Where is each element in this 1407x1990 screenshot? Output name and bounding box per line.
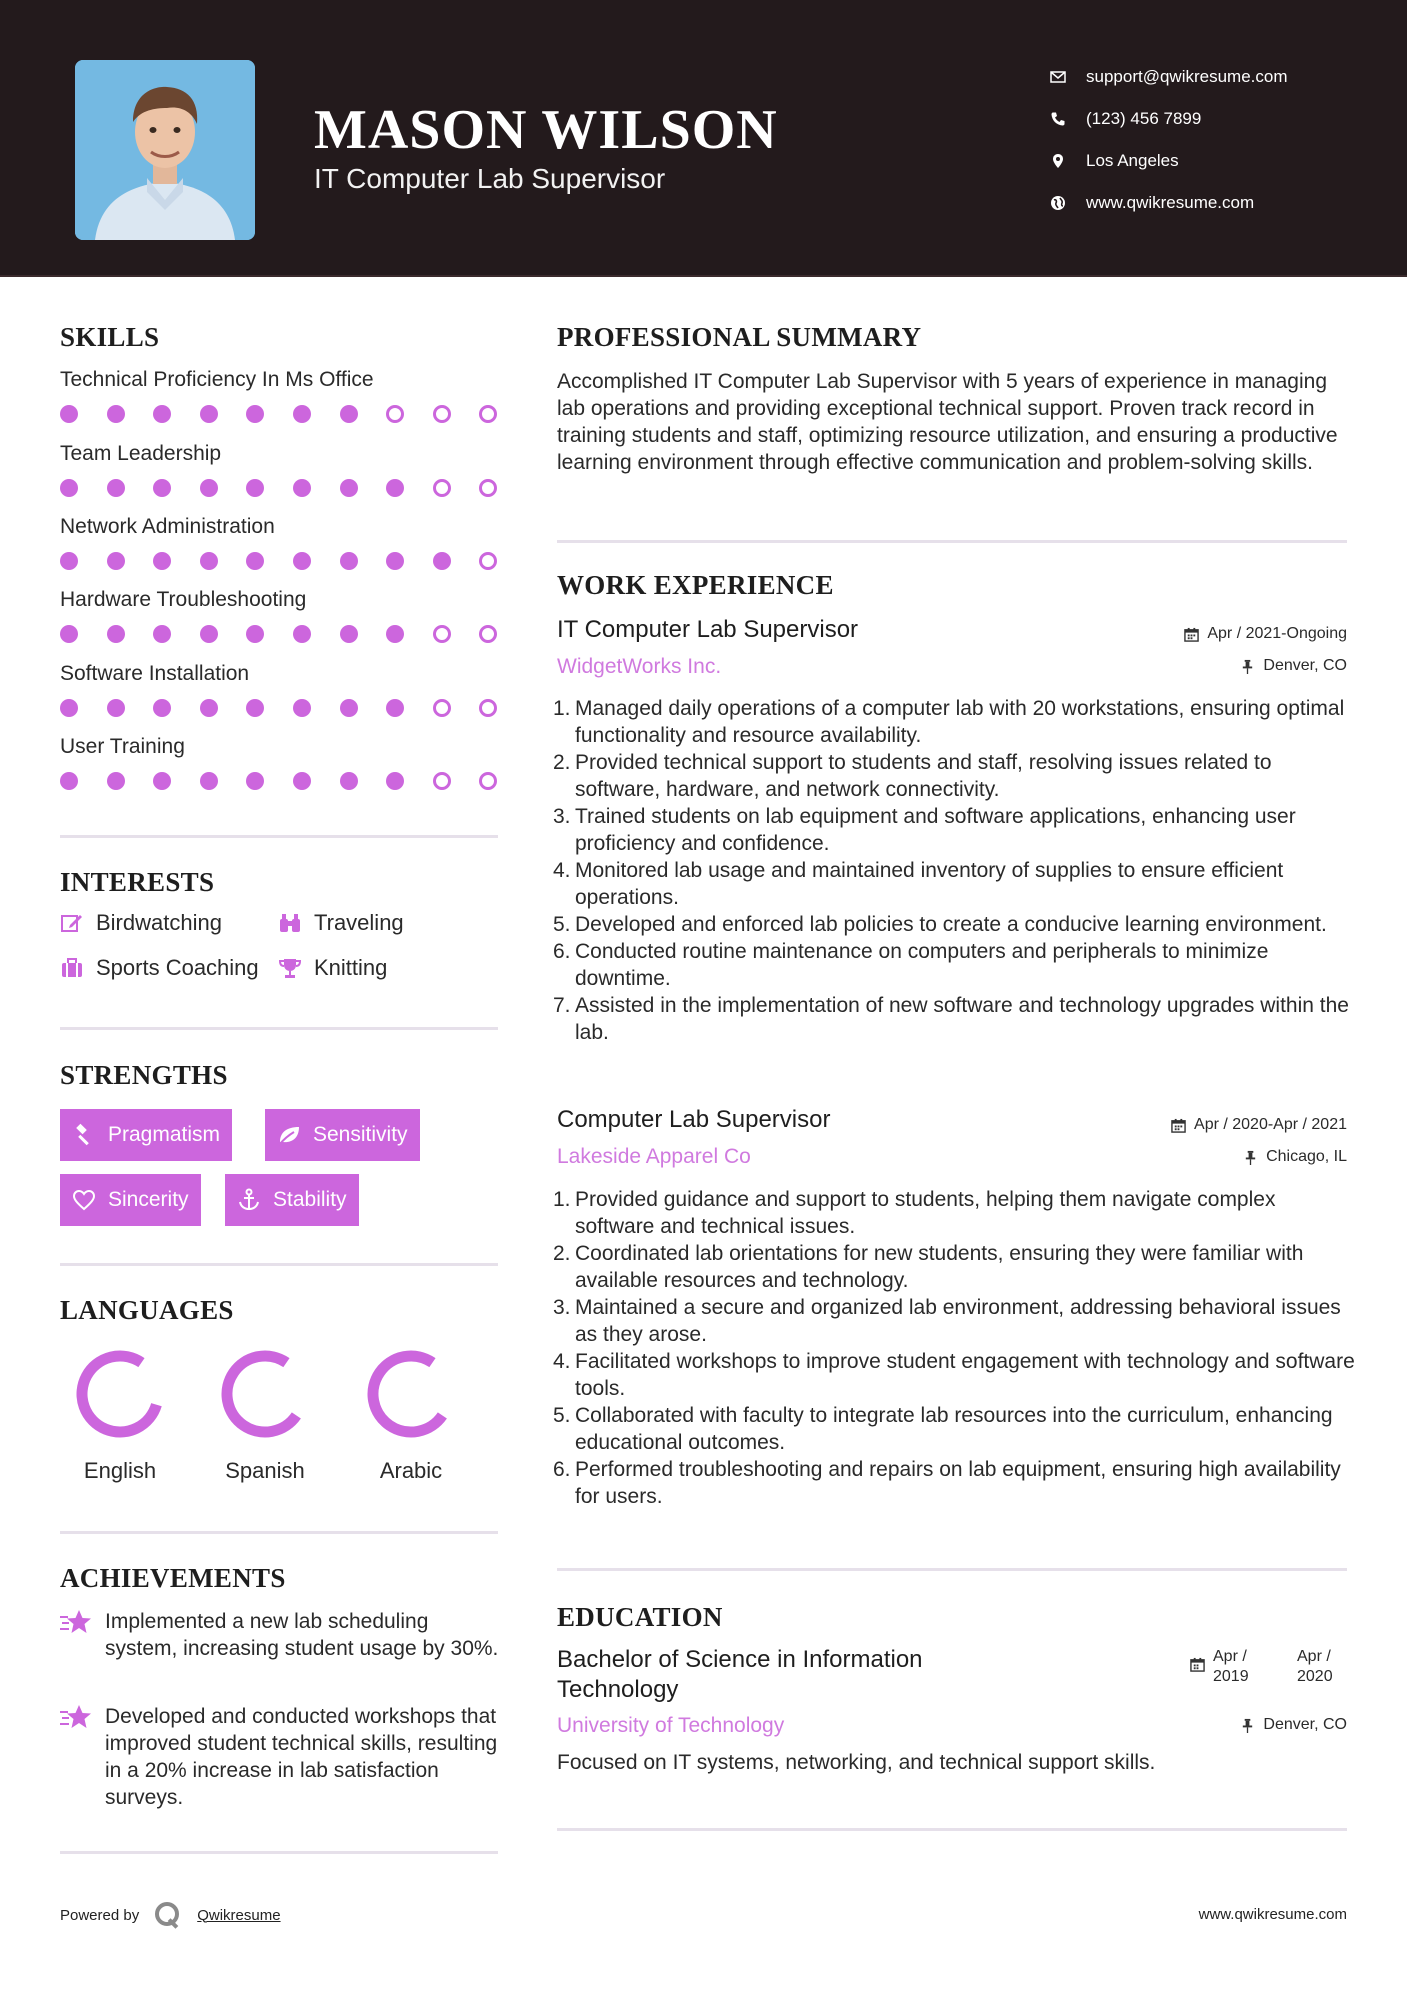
skill-dot-empty: [433, 772, 451, 790]
skill-dot-filled: [200, 625, 218, 643]
responsibility-text: Provided guidance and support to students, helping them navigate complex software and technical issues.: [575, 1188, 1276, 1238]
strength-label: Sensitivity: [313, 1123, 408, 1146]
strength-tag: [225, 1174, 359, 1226]
responsibility-number: 2.: [553, 751, 571, 774]
pencil-square-icon: [60, 911, 84, 935]
skill-dot-filled: [153, 772, 171, 790]
interest-label: Sports Coaching: [96, 955, 259, 980]
skill-dot-filled: [107, 625, 125, 643]
pushpin-icon: [1240, 1718, 1255, 1733]
degree-title: Bachelor of Science in Information Technology: [557, 1646, 923, 1703]
contact-website[interactable]: [1050, 182, 1390, 224]
language-gauge: [74, 1348, 166, 1440]
contact-email[interactable]: [1050, 56, 1390, 98]
briefcase-icon: [60, 956, 84, 980]
language-item: [205, 1348, 325, 1484]
responsibility-item: [553, 1186, 1357, 1240]
footer-website[interactable]: www.qwikresume.com: [1198, 1906, 1347, 1923]
skill-dot-empty: [479, 552, 497, 570]
strength-tag: [60, 1174, 201, 1226]
skills-heading: SKILLS: [60, 322, 160, 352]
skill-dot-filled: [153, 552, 171, 570]
responsibility-text: Provided technical support to students and staff, resolving issues related to software, hardware, and network connectivity.: [575, 751, 1272, 801]
responsibility-number: 1.: [553, 1188, 571, 1211]
job-location: [1243, 1148, 1347, 1166]
job-title: Computer Lab Supervisor: [557, 1106, 831, 1133]
skill-dot-filled: [60, 405, 78, 423]
skill-label: Technical Proficiency In Ms Office: [60, 368, 374, 391]
contact-email-text: support@qwikresume.com: [1086, 67, 1288, 86]
company-name: Lakeside Apparel Co: [557, 1145, 751, 1168]
section-divider: [60, 835, 498, 838]
globe-icon: [1050, 195, 1086, 211]
strength-label: Pragmatism: [108, 1123, 221, 1146]
shooting-star-icon: [60, 1703, 92, 1731]
job-title: IT Computer Lab Supervisor: [557, 616, 859, 643]
responsibility-number: 3.: [553, 1296, 571, 1319]
responsibility-number: 7.: [553, 994, 571, 1017]
skill-dot-filled: [293, 699, 311, 717]
skill-dot-filled: [200, 479, 218, 497]
job-location-text: Chicago, IL: [1266, 1148, 1347, 1165]
language-item: [60, 1348, 180, 1484]
skill-dot-empty: [433, 479, 451, 497]
responsibility-item: [553, 749, 1357, 803]
skill-dot-filled: [386, 625, 404, 643]
responsibility-text: Developed and enforced lab policies to create a conducive learning environment.: [575, 913, 1327, 936]
skill-rating: [60, 699, 500, 719]
contact-list: [1050, 56, 1390, 224]
skill-dot-filled: [433, 552, 451, 570]
calendar-icon: [1171, 1118, 1186, 1133]
candidate-title: IT Computer Lab Supervisor: [314, 163, 666, 194]
education-end-date: [1297, 1647, 1353, 1687]
binoculars-icon: [278, 911, 302, 935]
contact-website-text: www.qwikresume.com: [1086, 193, 1255, 212]
skill-dot-filled: [246, 625, 264, 643]
interest-item: [278, 910, 404, 936]
responsibility-item: [553, 695, 1357, 749]
skill-dot-filled: [386, 699, 404, 717]
leaf-icon: [277, 1123, 301, 1147]
strength-tag: [265, 1109, 420, 1161]
skill-dot-filled: [200, 699, 218, 717]
skill-dot-filled: [246, 405, 264, 423]
language-gauge: [365, 1348, 457, 1440]
responsibility-item: [553, 1240, 1357, 1294]
skill-dot-filled: [246, 772, 264, 790]
anchor-icon: [237, 1188, 261, 1212]
responsibility-text: Coordinated lab orientations for new students, ensuring they were familiar with available resources and technology.: [575, 1242, 1304, 1292]
language-gauge: [219, 1348, 311, 1440]
job-responsibilities: [553, 695, 1357, 1046]
skill-dot-filled: [246, 552, 264, 570]
responsibility-item: [553, 803, 1357, 857]
skill-label: Hardware Troubleshooting: [60, 588, 307, 611]
phone-icon: [1050, 111, 1086, 127]
skill-dot-filled: [200, 405, 218, 423]
skill-dot-filled: [340, 479, 358, 497]
skill-dot-filled: [293, 405, 311, 423]
language-label: Arabic: [379, 1458, 443, 1483]
achievements-heading: ACHIEVEMENTS: [60, 1563, 286, 1593]
responsibility-number: 6.: [553, 1458, 571, 1481]
pushpin-icon: [1240, 659, 1255, 674]
education-start-text: Apr / 2019: [1213, 1648, 1249, 1685]
contact-location: [1050, 140, 1390, 182]
responsibility-number: 4.: [553, 1350, 571, 1373]
interest-label: Traveling: [314, 910, 404, 935]
heart-icon: [72, 1188, 96, 1212]
company-name: WidgetWorks Inc.: [557, 655, 722, 678]
contact-location-text: Los Angeles: [1086, 151, 1179, 170]
skill-dot-filled: [153, 625, 171, 643]
responsibility-number: 5.: [553, 1404, 571, 1427]
responsibility-number: 3.: [553, 805, 571, 828]
responsibility-text: Performed troubleshooting and repairs on lab equipment, ensuring high availability for users.: [575, 1458, 1341, 1508]
skill-dot-filled: [340, 552, 358, 570]
skill-dot-filled: [293, 552, 311, 570]
skill-dot-filled: [153, 699, 171, 717]
education-start-date: [1190, 1647, 1261, 1687]
trophy-icon: [278, 956, 302, 980]
achievement-item: [60, 1703, 500, 1811]
job-dates-text: Apr / 2020-Apr / 2021: [1194, 1116, 1347, 1133]
strength-tag: [60, 1109, 232, 1161]
skill-dot-empty: [479, 405, 497, 423]
skill-label: Network Administration: [60, 515, 275, 538]
responsibility-item: [553, 1348, 1357, 1402]
skill-dot-filled: [60, 552, 78, 570]
powered-by-label: Powered by: [60, 1906, 140, 1924]
education-location: [1240, 1716, 1347, 1734]
responsibility-text: Facilitated workshops to improve student engagement with technology and software tools.: [575, 1350, 1355, 1400]
skill-dot-filled: [200, 772, 218, 790]
job-location: [1240, 657, 1347, 675]
language-label: English: [83, 1458, 157, 1483]
education-end-text: Apr / 2020: [1297, 1648, 1333, 1685]
skill-dot-filled: [340, 405, 358, 423]
qwikresume-logo-icon: [153, 1900, 183, 1930]
profile-photo-illustration: [75, 60, 255, 240]
skill-rating: [60, 479, 500, 499]
responsibility-item: [553, 1294, 1357, 1348]
qwikresume-link[interactable]: Qwikresume: [197, 1906, 281, 1924]
skill-dot-filled: [386, 772, 404, 790]
responsibility-number: 6.: [553, 940, 571, 963]
interests-heading: INTERESTS: [60, 867, 215, 897]
job-dates-text: Apr / 2021-Ongoing: [1207, 625, 1347, 642]
job-responsibilities: [553, 1186, 1357, 1510]
calendar-icon: [1190, 1657, 1205, 1672]
achievement-text: Developed and conducted workshops that improved student technical skills, resulting in a 20% increase in lab satisfaction surveys.: [105, 1705, 498, 1809]
skill-dot-filled: [293, 772, 311, 790]
skill-dot-filled: [107, 479, 125, 497]
language-item: [351, 1348, 471, 1484]
summary-text: Accomplished IT Computer Lab Supervisor with 5 years of experience in managing lab operations and providing exceptional technical support. Proven track record in training students and staff, optimizing resource utilization, and ensuring a productive learning environment through effective communication and problem-solving skills.: [557, 370, 1338, 474]
job-dates: [1171, 1116, 1347, 1134]
skill-dot-filled: [293, 479, 311, 497]
resume-header: [0, 0, 1407, 277]
education-description: Focused on IT systems, networking, and technical support skills.: [557, 1751, 1156, 1774]
responsibility-text: Conducted routine maintenance on computers and peripherals to minimize downtime.: [575, 940, 1269, 990]
responsibility-item: [553, 911, 1357, 938]
skill-rating: [60, 405, 500, 425]
skill-dot-empty: [386, 405, 404, 423]
skill-rating: [60, 772, 500, 792]
skill-dot-filled: [60, 479, 78, 497]
skill-dot-filled: [107, 772, 125, 790]
responsibility-item: [553, 1456, 1357, 1510]
skill-dot-empty: [433, 625, 451, 643]
section-divider: [557, 1568, 1347, 1571]
responsibility-item: [553, 857, 1357, 911]
language-label: Spanish: [225, 1458, 305, 1483]
language-level-arc: [373, 1356, 442, 1432]
skill-dot-empty: [479, 625, 497, 643]
skill-dot-filled: [107, 405, 125, 423]
languages-heading: LANGUAGES: [60, 1295, 234, 1325]
section-divider: [60, 1531, 498, 1534]
skill-dot-empty: [433, 699, 451, 717]
language-level-arc: [82, 1356, 156, 1432]
responsibility-text: Collaborated with faculty to integrate lab resources into the curriculum, enhancing educational outcomes.: [575, 1404, 1333, 1454]
skill-dot-filled: [340, 699, 358, 717]
skill-rating: [60, 625, 500, 645]
summary-heading: PROFESSIONAL SUMMARY: [557, 322, 922, 352]
achievement-text: Implemented a new lab scheduling system, increasing student usage by 30%.: [105, 1610, 499, 1660]
skill-dot-filled: [293, 625, 311, 643]
responsibility-number: 4.: [553, 859, 571, 882]
responsibility-item: [553, 1402, 1357, 1456]
section-divider: [557, 540, 1347, 543]
job-location-text: Denver, CO: [1263, 657, 1347, 674]
skill-dot-filled: [153, 405, 171, 423]
contact-phone[interactable]: [1050, 98, 1390, 140]
skill-dot-filled: [60, 772, 78, 790]
powered-by: [60, 1900, 281, 1930]
job-dates: [1184, 625, 1347, 643]
skill-dot-filled: [107, 699, 125, 717]
envelope-icon: [1050, 69, 1086, 85]
responsibility-text: Managed daily operations of a computer lab with 20 workstations, ensuring optimal functionality and resource availability.: [575, 697, 1345, 747]
section-divider: [557, 1828, 1347, 1831]
section-divider: [60, 1851, 498, 1854]
calendar-icon: [1184, 627, 1199, 642]
education-location-text: Denver, CO: [1263, 1716, 1347, 1733]
location-pin-icon: [1050, 153, 1086, 169]
interest-label: Birdwatching: [96, 910, 222, 935]
skill-dot-filled: [153, 479, 171, 497]
skill-dot-filled: [386, 552, 404, 570]
responsibility-text: Trained students on lab equipment and software applications, enhancing user proficiency and confidence.: [575, 805, 1296, 855]
education-heading: EDUCATION: [557, 1602, 723, 1632]
gavel-icon: [72, 1123, 96, 1147]
strength-label: Stability: [273, 1188, 347, 1211]
skill-rating: [60, 552, 500, 572]
responsibility-item: [553, 938, 1357, 992]
pushpin-icon: [1243, 1150, 1258, 1165]
achievement-item: [60, 1608, 500, 1662]
interest-item: [60, 910, 222, 936]
skill-dot-filled: [340, 772, 358, 790]
responsibility-text: Monitored lab usage and maintained inventory of supplies to ensure efficient operations.: [575, 859, 1284, 909]
responsibility-item: [553, 992, 1357, 1046]
responsibility-text: Maintained a secure and organized lab environment, addressing behavioral issues as they arose.: [575, 1296, 1341, 1346]
school-name: University of Technology: [557, 1714, 785, 1737]
language-level-arc: [227, 1356, 296, 1432]
skill-dot-filled: [246, 479, 264, 497]
skill-dot-filled: [246, 699, 264, 717]
strength-label: Sincerity: [108, 1188, 189, 1211]
skill-dot-filled: [340, 625, 358, 643]
candidate-name: MASON WILSON: [314, 99, 778, 161]
interest-label: Knitting: [314, 955, 388, 980]
skill-dot-filled: [107, 552, 125, 570]
skill-dot-filled: [200, 552, 218, 570]
section-divider: [60, 1263, 498, 1266]
section-divider: [60, 1027, 498, 1030]
skill-dot-empty: [433, 405, 451, 423]
skill-dot-filled: [386, 479, 404, 497]
strengths-heading: STRENGTHS: [60, 1060, 228, 1090]
profile-photo: [75, 60, 255, 240]
responsibility-text: Assisted in the implementation of new software and technology upgrades within the lab.: [575, 994, 1349, 1044]
skill-label: User Training: [60, 735, 185, 758]
contact-phone-text: (123) 456 7899: [1086, 109, 1202, 128]
responsibility-number: 1.: [553, 697, 571, 720]
skill-dot-empty: [479, 479, 497, 497]
skill-dot-empty: [479, 772, 497, 790]
interest-item: [60, 955, 259, 981]
experience-heading: WORK EXPERIENCE: [557, 570, 834, 600]
interest-item: [278, 955, 387, 981]
skill-dot-filled: [60, 625, 78, 643]
responsibility-number: 5.: [553, 913, 571, 936]
skill-dot-filled: [60, 699, 78, 717]
skill-label: Software Installation: [60, 662, 250, 685]
skill-label: Team Leadership: [60, 442, 222, 465]
shooting-star-icon: [60, 1608, 92, 1636]
skill-dot-empty: [479, 699, 497, 717]
responsibility-number: 2.: [553, 1242, 571, 1265]
